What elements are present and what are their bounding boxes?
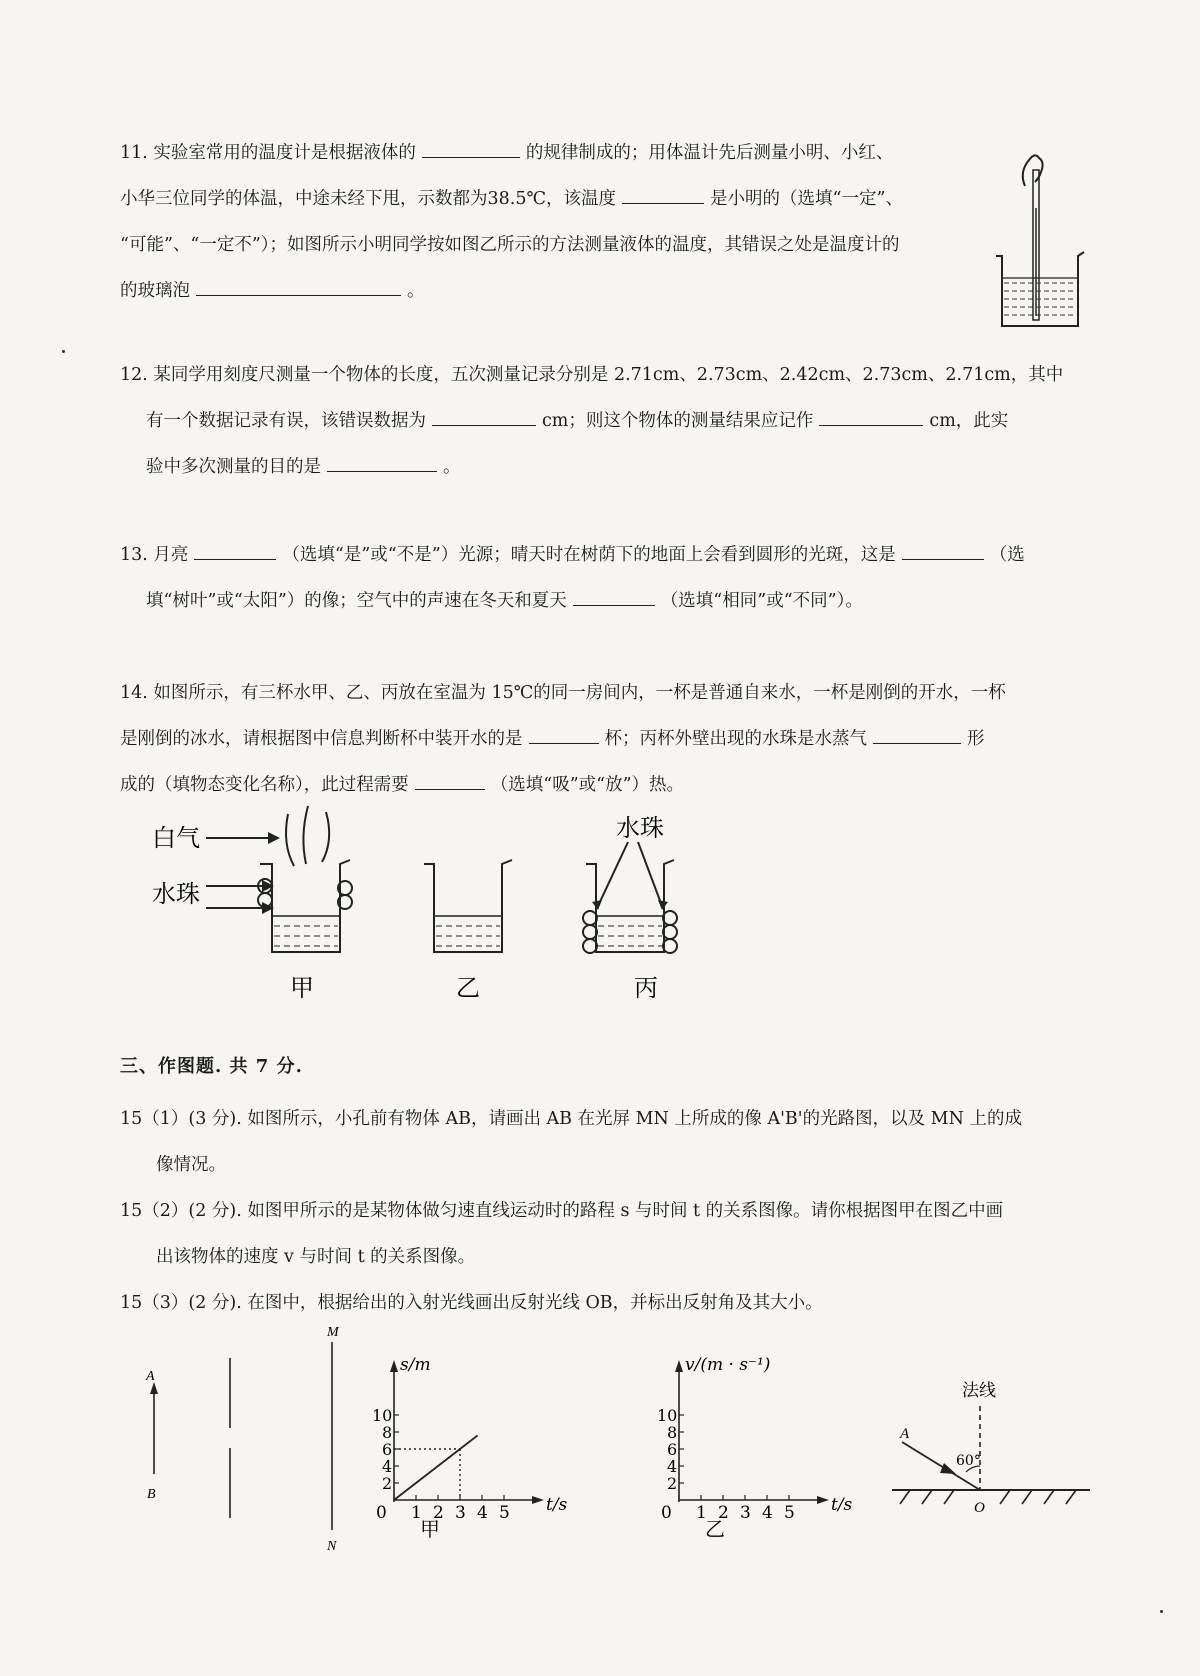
q13-blank-2[interactable] [902,558,984,560]
y-axis-arrow [390,1360,398,1372]
cup-label-bing: 丙 [634,974,658,1002]
question-15 [120,1096,1120,1326]
pinhole-figure [135,1318,350,1558]
q13-line1: 13. 月亮 （选填“是”或“不是”）光源；晴天时在树荫下的地面上会看到圆形的光斑，这是 （选 [120,545,1025,565]
q14-blank-3[interactable] [415,788,485,790]
x-tick-label: 5 [784,1503,795,1523]
cup-label-yi: 乙 [456,974,480,1002]
y-axis-arrow [675,1360,683,1372]
q14-blank-1[interactable] [529,742,599,744]
y-tick-label: 8 [667,1423,678,1442]
series-line [394,1435,478,1500]
cup-jia [258,806,352,952]
y-tick-label: 6 [667,1440,678,1459]
label-baiqi: 白气 [152,824,200,852]
q14-line3: 成的（填物态变化名称），此过程需要 （选填“吸”或“放”）热。 [120,775,685,795]
x-tick-label: 4 [762,1503,773,1523]
point-o-label: O [974,1500,985,1516]
three-cups-figure [140,800,740,1010]
question-12 [120,352,1110,490]
x-axis-arrow [817,1496,829,1504]
x-tick-label: 0 [376,1503,387,1523]
question-11 [120,130,980,314]
q15-part1-cont: 像情况。 [156,1155,226,1175]
q11-line2: 小华三位同学的体温，中途未经下甩，示数都为38.5℃，该温度 是小明的（选填“一定”、 [120,189,903,209]
q12-blank-2[interactable] [819,424,923,426]
q13-blank-1[interactable] [194,558,276,560]
y-tick-label: 6 [382,1440,393,1459]
x-axis-label: t/s [831,1495,853,1515]
x-axis-label: t/s [546,1495,568,1515]
q11-blank-3[interactable] [196,294,401,296]
q14-line1: 14. 如图所示，有三杯水甲、乙、丙放在室温为 15℃的同一房间内，一杯是普通自来水，一杯是刚倒的开水，一杯 [120,683,1006,703]
x-tick-label: 3 [455,1503,466,1523]
point-n-label: N [327,1539,337,1554]
speck [1160,1610,1163,1613]
x-tick-label: 2 [433,1503,444,1523]
q11-line1: 11. 实验室常用的温度计是根据液体的 的规律制成的；用体温计先后测量小明、小红、 [120,143,894,163]
point-m-label: M [327,1325,339,1340]
x-axis-arrow [532,1496,544,1504]
chart-caption: 乙 [705,1517,725,1540]
q12-line1: 12. 某同学用刻度尺测量一个物体的长度，五次测量记录分别是 2.71cm、2.73cm、2.42cm、2.73cm、2.71cm，其中 [120,365,1064,385]
q12-blank-1[interactable] [432,424,536,426]
normal-label: 法线 [962,1381,996,1401]
q12-blank-3[interactable] [327,470,437,472]
q15-part2-cont: 出该物体的速度 v 与时间 t 的关系图像。 [156,1247,476,1267]
x-tick-label: 3 [740,1503,751,1523]
label-shuizhu: 水珠 [152,880,200,908]
q15-part1: 15（1）(3 分). 如图所示，小孔前有物体 AB，请画出 AB 在光屏 MN 上所成的像 A'B'的光路图，以及 MN 上的成 [120,1109,1022,1129]
y-tick-label: 2 [667,1474,678,1493]
y-tick-label: 8 [382,1423,393,1442]
chart-yi-v-t [655,1350,865,1540]
x-tick-label: 4 [477,1503,488,1523]
ray-arrow-icon [940,1463,956,1474]
label-shuizhu-2: 水珠 [616,814,664,842]
y-tick-label: 10 [657,1406,678,1425]
x-tick-label: 5 [499,1503,510,1523]
x-tick-label: 1 [411,1503,422,1523]
y-tick-label: 4 [382,1457,393,1476]
cup-label-jia: 甲 [290,974,314,1002]
question-14 [120,670,1110,808]
point-a-label: A [146,1369,155,1384]
x-tick-label: 1 [696,1503,707,1523]
q11-blank-2[interactable] [622,202,704,204]
point-b-label: B [147,1487,156,1502]
y-tick-label: 10 [372,1406,393,1425]
q11-blank-1[interactable] [422,156,520,158]
q11-line3: “可能”、“一定不”）；如图所示小明同学按如图乙所示的方法测量液体的温度，其错误之处是温度计的 [120,235,900,255]
x-tick-label: 2 [718,1503,729,1523]
chart-caption: 甲 [420,1517,440,1540]
q12-line3: 验中多次测量的目的是 。 [146,457,461,477]
x-tick-label: 0 [661,1503,672,1523]
reflection-figure [870,1370,1100,1540]
thermometer-beaker-figure [990,148,1090,333]
section-3-title: 三、作图题. 共 7 分. [120,1056,303,1077]
speck [62,350,65,353]
q14-line2: 是刚倒的冰水，请根据图中信息判断杯中装开水的是 杯；丙杯外壁出现的水珠是水蒸气 形 [120,729,985,749]
y-tick-label: 4 [667,1457,678,1476]
q13-line2: 填“树叶”或“太阳”）的像；空气中的声速在冬天和夏天 （选填“相同”或“不同”）。 [146,591,863,611]
q12-line2: 有一个数据记录有误，该错误数据为 cm；则这个物体的测量结果应记作 cm，此实 [146,411,1009,431]
ray-a-label: A [900,1426,910,1442]
chart-jia-s-t [370,1350,580,1540]
q15-part3: 15（3）(2 分). 在图中，根据给出的入射光线画出反射光线 OB，并标出反射角及其大小。 [120,1293,823,1313]
q14-blank-2[interactable] [873,742,961,744]
y-axis-label: v/(m · s⁻¹) [685,1355,771,1375]
cup-bing [583,842,677,953]
y-tick-label: 2 [382,1474,393,1493]
q13-blank-3[interactable] [573,604,655,606]
q15-part2: 15（2）(2 分). 如图甲所示的是某物体做匀速直线运动时的路程 s 与时间 t 的关系图像。请你根据图甲在图乙中画 [120,1201,1004,1221]
angle-label: 60° [956,1453,981,1469]
y-axis-label: s/m [400,1355,431,1375]
cup-yi [424,860,512,952]
q11-line4: 的玻璃泡 。 [120,281,425,301]
question-13 [120,532,1110,624]
